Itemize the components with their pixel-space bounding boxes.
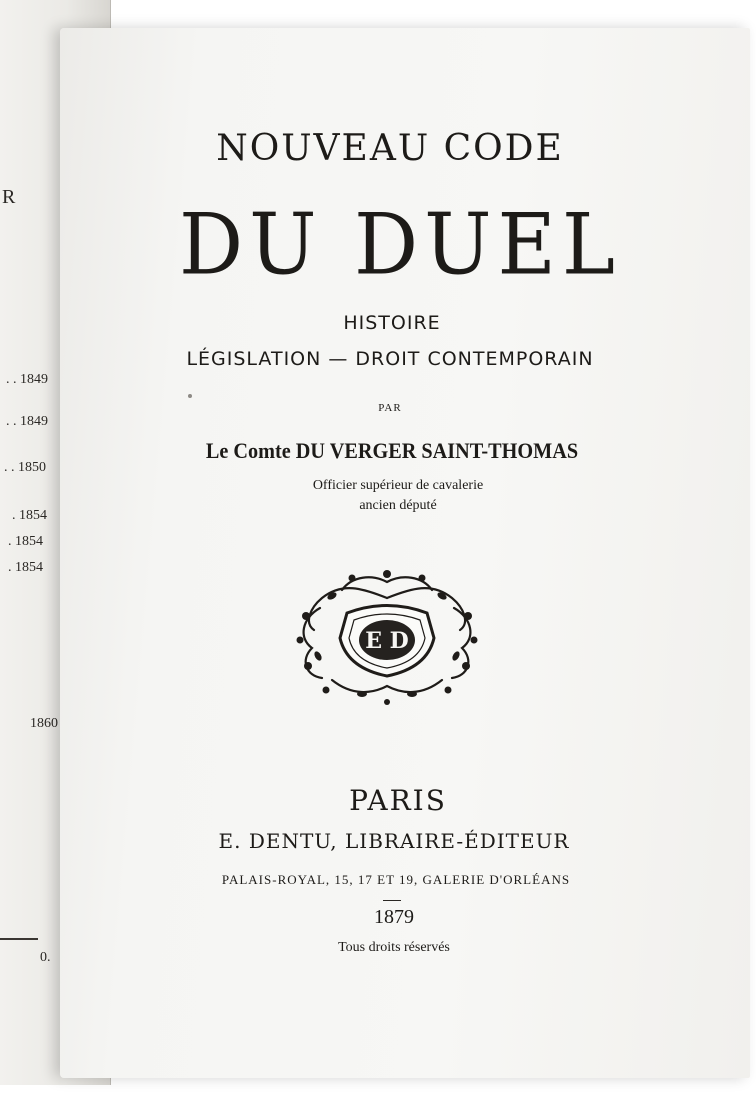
ornament-monogram: E D [365, 628, 409, 654]
facing-page-text: 0. [40, 950, 51, 965]
paper-speck [188, 394, 192, 398]
facing-page-text: R [2, 186, 16, 208]
facing-page-text: 1860 [30, 716, 58, 731]
publisher-name: E. DENTU, LIBRAIRE-ÉDITEUR [218, 829, 570, 853]
year-rule [383, 900, 401, 901]
book-title-line-2: DU DUEL [178, 195, 622, 294]
rights-notice: Tous droits réservés [338, 940, 450, 955]
subtitle-legislation: LÉGISLATION — DROIT CONTEMPORAIN [186, 348, 594, 370]
facing-page-text: . . 1850 [4, 460, 46, 475]
facing-page-text: . 1854 [8, 560, 43, 575]
publication-year: 1879 [374, 906, 414, 928]
subtitle-history: HISTOIRE [343, 312, 441, 334]
publication-city: PARIS [349, 784, 447, 817]
author-role-2: ancien député [359, 498, 437, 513]
publisher-ornament-icon [292, 568, 482, 708]
by-label: PAR [378, 402, 402, 414]
facing-page-text: . . 1849 [6, 372, 48, 387]
publisher-address: PALAIS-ROYAL, 15, 17 ET 19, GALERIE D'ORLÉANS [221, 872, 571, 887]
author-name: Le Comte DU VERGER SAINT-THOMAS [205, 438, 579, 463]
facing-page-text: . 1854 [12, 508, 47, 523]
facing-page-text: . 1854 [8, 534, 43, 549]
facing-page-text: . . 1849 [6, 414, 48, 429]
book-title-line-1: NOUVEAU CODE [216, 128, 564, 169]
author-role-1: Officier supérieur de cavalerie [312, 478, 484, 493]
